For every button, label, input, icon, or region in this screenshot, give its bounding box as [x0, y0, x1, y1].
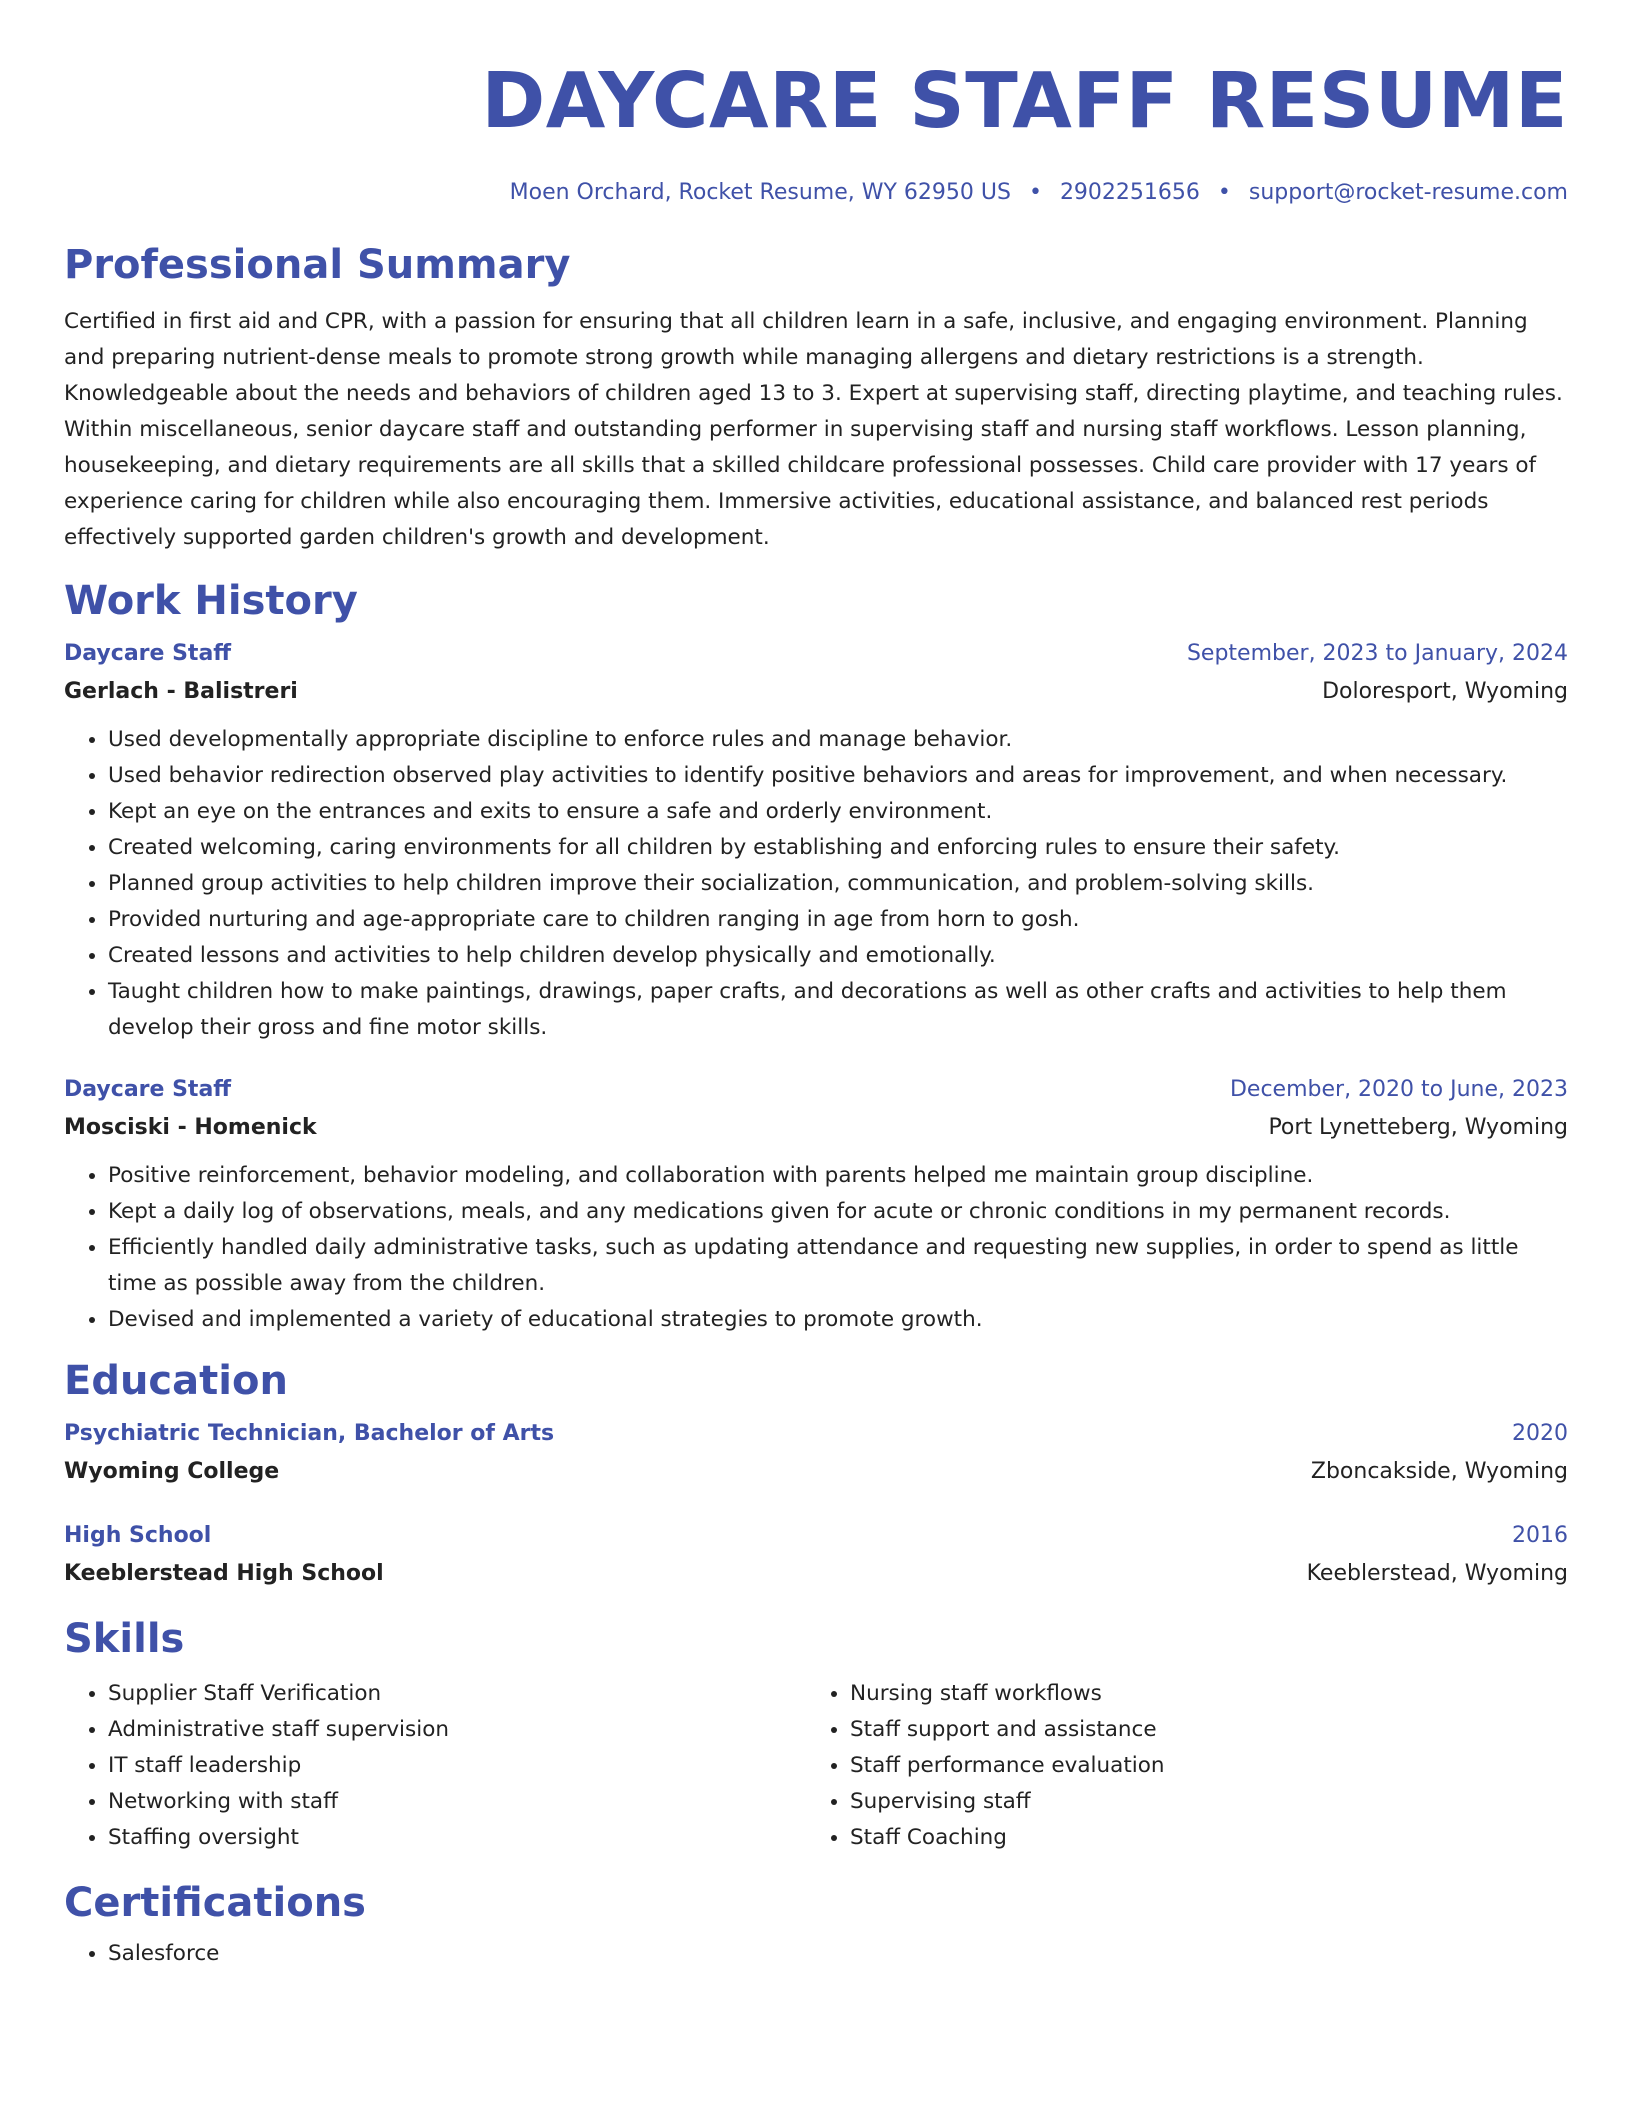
job-bullets — [64, 1158, 1568, 1338]
education-year: 2020 — [1512, 1421, 1568, 1446]
list-item: • Staffing oversight — [108, 1820, 806, 1856]
education-header-row — [64, 1518, 1568, 1554]
list-item: • Kept a daily log of observations, meals, and any medications given for acute or chronic conditions in my permanent records. — [108, 1194, 1568, 1230]
job-location: Doloresport, Wyoming — [1322, 679, 1568, 704]
job-company: Mosciski - Homenick — [64, 1115, 317, 1140]
list-item: • Staff Coaching — [850, 1820, 1548, 1856]
contact-line — [64, 178, 1568, 208]
contact-separator: • — [1028, 180, 1042, 205]
job-org-row — [64, 672, 1568, 712]
job-org-row — [64, 1108, 1568, 1148]
job-role: Daycare Staff — [64, 1077, 232, 1102]
list-item: • Taught children how to make paintings, drawings, paper crafts, and decorations as well as other crafts and activities to help them develop their gross and fine motor skills. — [108, 974, 1568, 1046]
section-title-certifications: Certifications — [64, 1880, 366, 1926]
list-item: • IT staff leadership — [108, 1748, 806, 1784]
education-school: Keeblerstead High School — [64, 1561, 384, 1586]
skills-column-left — [64, 1676, 806, 1856]
contact-phone: 2902251656 — [1059, 180, 1200, 205]
section-title-skills: Skills — [64, 1616, 185, 1662]
list-item: • Salesforce — [108, 1936, 1568, 1972]
section-title-education: Education — [64, 1358, 288, 1404]
list-item: • Kept an eye on the entrances and exits to ensure a safe and orderly environment. — [108, 794, 1568, 830]
list-item: • Supervising staff — [850, 1784, 1548, 1820]
list-item: • Supplier Staff Verification — [108, 1676, 806, 1712]
skills-column-right — [806, 1676, 1548, 1856]
resume-page — [64, 0, 1568, 1972]
list-item: • Staff performance evaluation — [850, 1748, 1548, 1784]
education-header-row — [64, 1416, 1568, 1452]
section-title-work-history: Work History — [64, 578, 358, 624]
contact-email[interactable]: support@rocket-resume.com — [1248, 180, 1568, 205]
resume-title: DAYCARE STAFF RESUME — [481, 57, 1568, 146]
education-location: Zboncakside, Wyoming — [1310, 1459, 1568, 1484]
contact-address: Moen Orchard, Rocket Resume, WY 62950 US — [509, 180, 1011, 205]
education-year: 2016 — [1512, 1523, 1568, 1548]
section-title-summary: Professional Summary — [64, 242, 571, 288]
education-entry — [64, 1518, 1568, 1594]
list-item: • Administrative staff supervision — [108, 1712, 806, 1748]
job-bullets — [64, 722, 1568, 1046]
list-item: • Provided nurturing and age-appropriate care to children ranging in age from horn to gosh. — [108, 902, 1568, 938]
list-item: • Used developmentally appropriate discipline to enforce rules and manage behavior. — [108, 722, 1568, 758]
list-item: • Networking with staff — [108, 1784, 806, 1820]
list-item: • Planned group activities to help children improve their socialization, communication, and problem-solving skills. — [108, 866, 1568, 902]
education-entry — [64, 1416, 1568, 1492]
job-dates: December, 2020 to June, 2023 — [1229, 1077, 1568, 1102]
list-item: • Nursing staff workflows — [850, 1676, 1548, 1712]
job-entry — [64, 1072, 1568, 1338]
education-degree: High School — [64, 1523, 212, 1548]
job-entry — [64, 636, 1568, 1046]
education-degree: Psychiatric Technician, Bachelor of Arts — [64, 1421, 555, 1446]
contact-separator: • — [1217, 180, 1231, 205]
education-school-row — [64, 1554, 1568, 1594]
certifications-list — [64, 1936, 1568, 1972]
list-item: • Devised and implemented a variety of educational strategies to promote growth. — [108, 1302, 1568, 1338]
list-item: • Positive reinforcement, behavior modeling, and collaboration with parents helped me maintain group discipline. — [108, 1158, 1568, 1194]
summary-text: Certified in first aid and CPR, with a passion for ensuring that all children learn in a safe, inclusive, and engaging environment. Planning and preparing nutrient-dense meals to promote strong growth while managing allergens and dietary restrictions is a strength. Knowledgeable about the needs and behaviors of children aged 13 to 3. Expert at supervising staff, directing playtime, and teaching rules. Within miscellaneous, senior daycare staff and outstanding performer in supervising staff and nursing staff workflows. Lesson planning, housekeeping, and dietary requirements are all skills that a skilled childcare professional possesses. Child care provider with 17 years of experience caring for children while also encouraging them. Immersive activities, educational assistance, and balanced rest periods effectively supported garden children's growth and development. — [64, 309, 1563, 550]
job-company: Gerlach - Balistreri — [64, 679, 298, 704]
list-item: • Efficiently handled daily administrative tasks, such as updating attendance and requesting new supplies, in order to spend as little time as possible away from the children. — [108, 1230, 1568, 1302]
job-role: Daycare Staff — [64, 641, 232, 666]
education-school-row — [64, 1452, 1568, 1492]
job-header-row — [64, 636, 1568, 672]
list-item: • Created welcoming, caring environments for all children by establishing and enforcing rules to ensure their safety. — [108, 830, 1568, 866]
list-item: • Created lessons and activities to help children develop physically and emotionally. — [108, 938, 1568, 974]
education-location: Keeblerstead, Wyoming — [1306, 1561, 1568, 1586]
job-location: Port Lynetteberg, Wyoming — [1268, 1115, 1568, 1140]
list-item: • Staff support and assistance — [850, 1712, 1548, 1748]
list-item: • Used behavior redirection observed play activities to identify positive behaviors and areas for improvement, and when necessary. — [108, 758, 1568, 794]
job-dates: September, 2023 to January, 2024 — [1186, 641, 1568, 666]
education-school: Wyoming College — [64, 1459, 280, 1484]
skills-grid — [64, 1676, 1568, 1856]
job-header-row — [64, 1072, 1568, 1108]
